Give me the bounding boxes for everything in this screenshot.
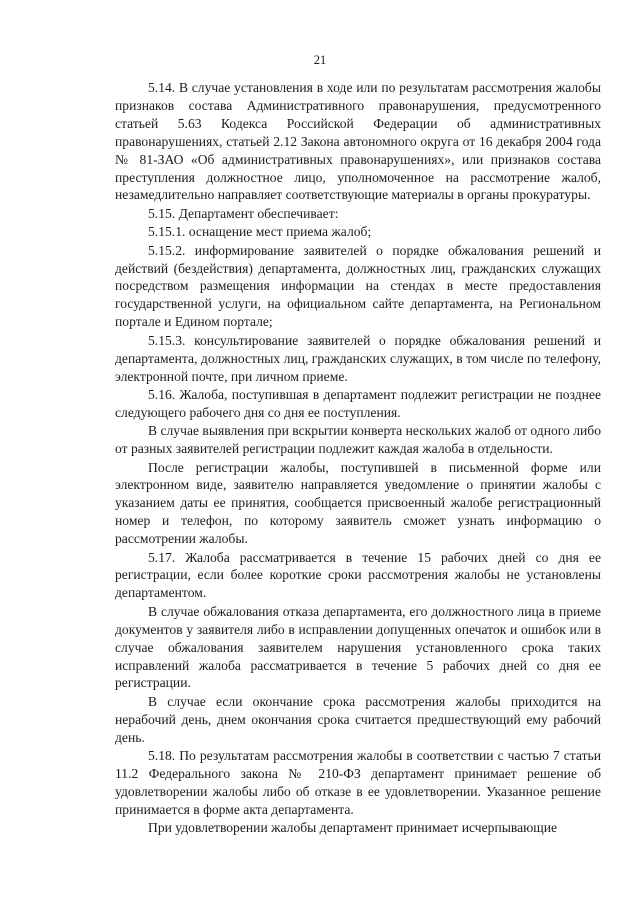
document-body bbox=[115, 79, 601, 838]
paragraph-5-15-3: 5.15.3. консультирование заявителей о порядке обжалования решений и департамента, должностных лиц, гражданских служащих, в том числе по телефону, электронной почте, при личном приеме. bbox=[115, 332, 601, 384]
paragraph-5-16: 5.16. Жалоба, поступившая в департамент подлежит регистрации не позднее следующего рабочего дня со дня ее поступления. bbox=[115, 386, 601, 420]
paragraph-5-15: 5.15. Департамент обеспечивает: bbox=[148, 205, 339, 221]
paragraph-5-15-1: 5.15.1. оснащение мест приема жалоб; bbox=[148, 224, 372, 240]
paragraph-5-14: 5.14. В случае установления в ходе или по результатам рассмотрения жалобы признаков состава Административного правонарушения, предусмотренного статьей 5.63 Кодекса Российской Федерации об административных правонарушениях, статьей 2.12 Закона автономного округа от 16 декабря 2004 года № 81-ЗАО «Об административных правонарушениях», или признаков состава преступления должностное лицо, уполномоченное на рассмотрение жалоб, незамедлительно направляет соответствующие материалы в органы прокуратуры. bbox=[115, 80, 601, 203]
page-number: 21 bbox=[313, 53, 327, 67]
paragraph-5-18-satisfaction: При удовлетворении жалобы департамент принимает исчерпывающие bbox=[148, 820, 558, 836]
paragraph-5-15-2: 5.15.2. информирование заявителей о порядке обжалования решений и действий (бездействия) департамента, должностных лиц, гражданских служащих посредством размещения информации на стендах в месте предоставления государственной услуги, на официальном сайте департамента, на Региональном портале и Едином портале; bbox=[115, 242, 601, 330]
paragraph-5-17: 5.17. Жалоба рассматривается в течение 15 рабочих дней со дня ее регистрации, если более короткие сроки рассмотрения жалобы не установлены департаментом. bbox=[115, 549, 601, 601]
paragraph-5-17-nonworking-day: В случае если окончание срока рассмотрения жалобы приходится на нерабочий день, днем окончания срока считается предшествующий ему рабочий день. bbox=[115, 693, 601, 745]
paragraph-5-18: 5.18. По результатам рассмотрения жалобы в соответствии с частью 7 статьи 11.2 Федерального закона № 210-ФЗ департамент принимает решение об удовлетворении жалобы либо об отказе в ее удовлетворении. Указанное решение принимается в форме акта департамента. bbox=[115, 748, 601, 817]
paragraph-5-17-refusal-appeal: В случае обжалования отказа департамента, его должностного лица в приеме документов у заявителя либо в исправлении допущенных опечаток и ошибок или в случае обжалования заявителем нарушения установленного срока таких исправлений жалоба рассматривается в течение 5 рабочих дней со дня ее регистрации. bbox=[115, 603, 601, 691]
paragraph-5-16-multiple-complaints: В случае выявления при вскрытии конверта нескольких жалоб от одного либо от разных заявителей регистрации подлежит каждая жалоба в отдельности. bbox=[115, 423, 601, 457]
paragraph-5-16-notification: После регистрации жалобы, поступившей в письменной форме или электронном виде, заявителю направляется уведомление о принятии жалобы с указанием даты ее принятия, сообщается присвоенный жалобе регистрационный номер и телефон, по которому заявитель сможет узнать информацию о рассмотрении жалобы. bbox=[115, 459, 601, 547]
